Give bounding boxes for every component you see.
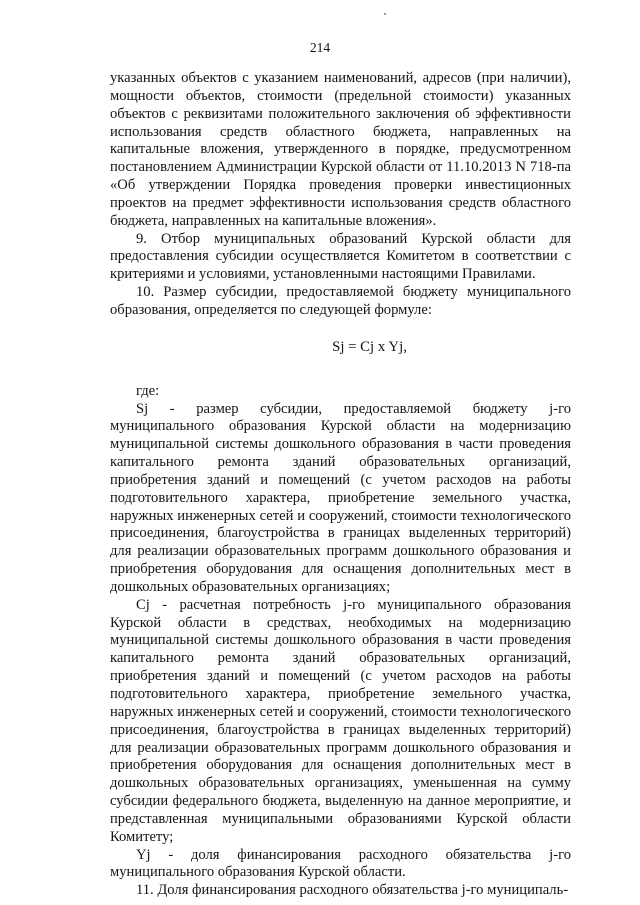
- definition-cj: Cj - расчетная потребность j-го муниципального образования Курской области в средствах, необходимых на модернизацию муниципальной системы дошкольного образования в части проведения капитального ремонта зданий образовательных организаций, приобретения зданий и помещений (с учетом расходов на работы подготовительного характера, приобретение земельного участка, наружных инженерных сетей и сооружений, стоимости технологического присоединения, благоустройства в границах выделенных территорий) для реализации образовательных программ дошкольного образования и приобретения оборудования для оснащения дополнительных мест в дошкольных образовательных организациях, уменьшенная на сумму субсидии федерального бюджета, выделенную на данное мероприятие, и представленная муниципальными образованиями Курской области Комитету;: [110, 596, 571, 845]
- document-body: [110, 70, 571, 900]
- definition-sj: Sj - размер субсидии, предоставляемой бюджету j-го муниципального образования Курской области на модернизацию муниципальной системы дошкольного образования в части проведения капитального ремонта зданий образовательных организаций, приобретения зданий и помещений (с учетом расходов на работы подготовительного характера, приобретение земельного участка, наружных инженерных сетей и сооружений, стоимости технологического присоединения, благоустройства в границах выделенных территорий) для реализации образовательных программ дошкольного образования и приобретения оборудования для оснащения дополнительных мест в дошкольных образовательных организациях;: [110, 400, 571, 595]
- paragraph-11: 11. Доля финансирования расходного обязательства j-го муниципаль-: [136, 882, 569, 899]
- paragraph-9: 9. Отбор муниципальных образований Курской области для предоставления субсидии осуществляется Комитетом в соответствии с критериями и условиями, установленными настоящими Правилами.: [110, 230, 571, 283]
- scan-speck: [384, 13, 386, 15]
- paragraph-10: 10. Размер субсидии, предоставляемой бюджету муниципального образования, определяется по следующей формуле:: [110, 284, 571, 318]
- paragraph-continuation: указанных объектов с указанием наименований, адресов (при наличии), мощности объектов, стоимости (предельной стоимости) указанных объектов с реквизитами положительного заключения об эффективности использования средств областного бюджета, направленных на капитальные вложения, утвержденного в порядке, предусмотренном постановлением Администрации Курской области от 11.10.2013 N 718-па «Об утверждении Порядка проведения проверки инвестиционных проектов на предмет эффективности использования средств областного бюджета, направленных на капитальные вложения».: [110, 70, 571, 229]
- page-number: 214: [309, 40, 331, 55]
- formula: Sj = Cj x Yj,: [332, 338, 407, 355]
- definition-yj: Yj - доля финансирования расходного обязательства j-го муниципального образования Курской области.: [110, 846, 571, 881]
- where-label: где:: [136, 382, 160, 399]
